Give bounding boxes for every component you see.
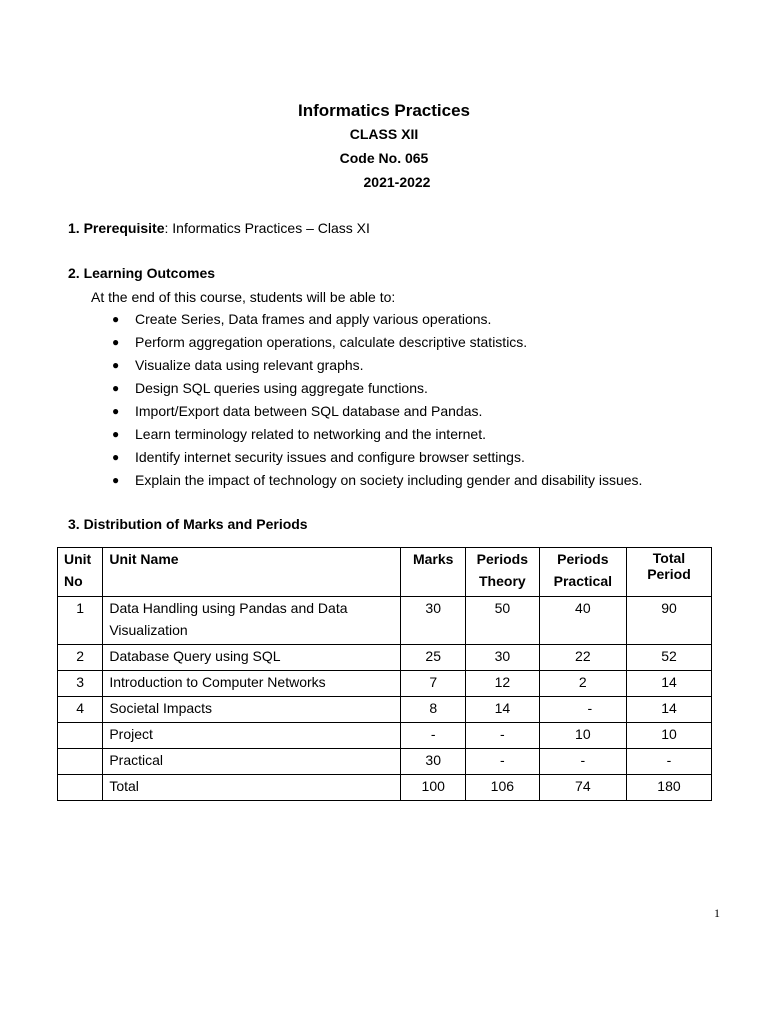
distribution-heading: 3. Distribution of Marks and Periods xyxy=(68,516,308,532)
bullet-icon: ● xyxy=(112,450,120,464)
page-number: 1 xyxy=(714,906,720,920)
col-header-unit-name: Unit Name xyxy=(103,548,401,597)
table-row: 3 Introduction to Computer Networks 7 12 2 14 xyxy=(58,671,712,697)
document-header xyxy=(0,100,768,194)
list-item: ● Import/Export data between SQL database and Pandas. xyxy=(112,403,483,419)
col-header-unit-no: Unit No xyxy=(58,548,103,597)
table-row: 2 Database Query using SQL 25 30 22 52 xyxy=(58,645,712,671)
learning-outcomes-intro: At the end of this course, students will be able to: xyxy=(91,289,396,305)
col-header-marks: Marks xyxy=(401,548,466,597)
table-header-row xyxy=(58,548,712,597)
bullet-icon: ● xyxy=(112,312,120,326)
table-row: Practical 30 - - - xyxy=(58,749,712,775)
learning-outcomes-section xyxy=(68,264,642,494)
list-item: ● Visualize data using relevant graphs. xyxy=(112,357,364,373)
bullet-icon: ● xyxy=(112,404,120,418)
table-row: Project - - 10 10 xyxy=(58,723,712,749)
table-row-total: Total 100 106 74 180 xyxy=(58,775,712,801)
learning-outcomes-heading: 2. Learning Outcomes xyxy=(68,265,216,281)
table-row: 1 Data Handling using Pandas and Data Visualization 30 50 40 90 xyxy=(58,597,712,645)
marks-distribution-table xyxy=(57,547,712,801)
col-header-periods-practical: Periods Practical xyxy=(539,548,626,597)
list-item: ● Identify internet security issues and configure browser settings. xyxy=(112,449,525,465)
col-header-periods-theory: Periods Theory xyxy=(466,548,540,597)
table-row: 4 Societal Impacts 8 14 - 14 xyxy=(58,697,712,723)
year-line: 2021-2022 xyxy=(363,174,431,190)
bullet-icon: ● xyxy=(112,473,120,487)
code-line: Code No. 065 xyxy=(339,150,429,166)
list-item: ● Perform aggregation operations, calculate descriptive statistics. xyxy=(112,334,528,350)
bullet-icon: ● xyxy=(112,381,120,395)
bullet-icon: ● xyxy=(112,427,120,441)
class-line: CLASS XII xyxy=(349,126,419,142)
prerequisite-text: : Informatics Practices – Class XI xyxy=(164,220,370,236)
list-item: ● Learn terminology related to networking and the internet. xyxy=(112,426,486,442)
list-item: ● Design SQL queries using aggregate functions. xyxy=(112,380,428,396)
bullet-icon: ● xyxy=(112,335,120,349)
col-header-total-period: Total Period xyxy=(626,548,711,597)
prerequisite-label: 1. Prerequisite xyxy=(68,220,165,236)
list-item: ● Create Series, Data frames and apply various operations. xyxy=(112,311,492,327)
list-item: ● Explain the impact of technology on society including gender and disability issues. xyxy=(112,472,643,488)
prerequisite-section xyxy=(68,219,370,237)
learning-outcomes-list xyxy=(68,310,642,494)
bullet-icon: ● xyxy=(112,358,120,372)
document-title: Informatics Practices xyxy=(298,101,470,120)
